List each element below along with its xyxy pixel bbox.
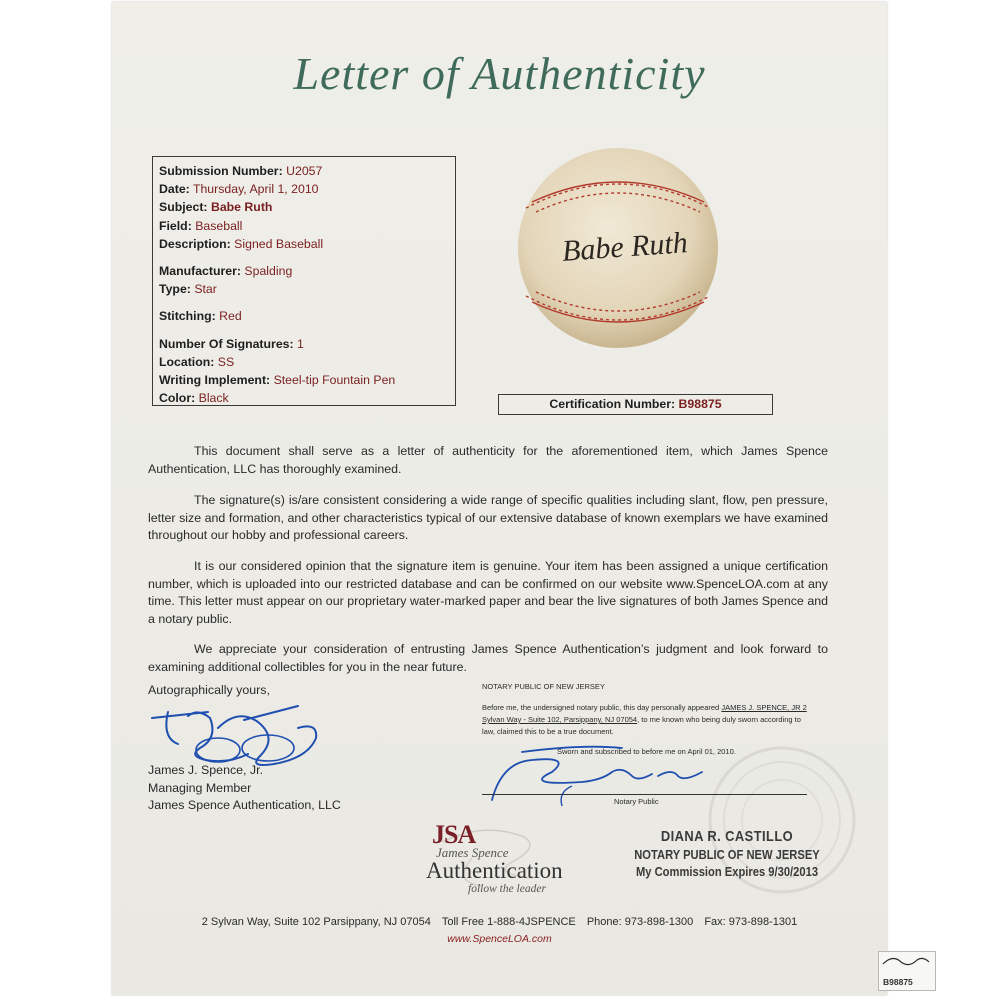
item-details-box [152, 156, 456, 406]
footer-fax: Fax: 973-898-1301 [704, 916, 798, 928]
date-value: Thursday, April 1, 2010 [192, 182, 319, 197]
notary-stamp-title: NOTARY PUBLIC OF NEW JERSEY [634, 847, 820, 862]
spence-signature [148, 698, 328, 770]
logo-james-spence: James Spence [436, 845, 509, 860]
page-title: Letter of Authenticity [293, 48, 706, 99]
type-label: Type: [159, 282, 191, 297]
signer-name: James J. Spence, Jr. [148, 763, 264, 777]
field-row [159, 217, 449, 235]
submission-number-row [159, 162, 449, 180]
closing-line: Autographically yours, [148, 683, 270, 697]
notary-stamp-name: DIANA R. CASTILLO [660, 828, 794, 845]
paragraph-4: We appreciate your consideration of entrusting James Spence Authentication’s judgment and look forward to examining additional collectibles for you in the near future. [148, 642, 828, 674]
signatures-count-label: Number Of Signatures: [159, 336, 294, 351]
description-value: Signed Baseball [234, 236, 324, 251]
logo-jsa-mark: JSA [432, 820, 476, 849]
paragraph-1: This document shall serve as a letter of authenticity for the aforementioned item, which James Spence Authentication, LLC has thoroughly examined. [148, 444, 828, 476]
stitching-label: Stitching: [159, 309, 216, 324]
notary-stamp-expiry: My Commission Expires 9/30/2013 [635, 864, 819, 879]
color-value: Black [198, 391, 229, 406]
certification-number-box [498, 394, 773, 415]
notary-stamp [632, 828, 821, 880]
manufacturer-value: Spalding [244, 264, 293, 279]
sticker-number: B98875 [883, 977, 913, 987]
notary-statement-suffix: , to me known who being duly sworn according to law, claimed this to be a true document. [482, 715, 801, 736]
sticker-signature [879, 952, 933, 972]
notary-signature [462, 742, 732, 812]
location-value: SS [217, 354, 235, 369]
logo-tagline: follow the leader [468, 883, 546, 895]
signer-title: Managing Member [148, 780, 252, 795]
hologram-sticker [878, 951, 936, 991]
description-label: Description: [159, 236, 231, 251]
subject-label: Subject: [159, 200, 208, 215]
signatures-count-row [159, 335, 449, 353]
date-label: Date: [159, 182, 190, 197]
letter-page [112, 2, 913, 995]
type-row [159, 280, 449, 298]
signatures-count-value: 1 [297, 336, 304, 351]
subject-row [159, 198, 449, 216]
paragraph-3: It is our considered opinion that the signature item is genuine. Your item has been assigned a unique certification number, which is uploaded into our restricted database and can be confirmed on our website www.SpenceLOA.com at any time. This letter must appear on our proprietary water-marked paper and bear the live signatures of both James Spence and a notary public. [148, 559, 828, 626]
logo-authentication: Authentication [426, 858, 563, 883]
jsa-logo [422, 820, 592, 895]
color-row [159, 389, 449, 407]
paragraph-2: The signature(s) is/are consistent considering a wide range of specific qualities including slant, flow, pen pressure, letter size and formation, and other characteristics typical of our extensive database of known exemplars we have examined throughout our hobby and professional careers. [148, 493, 828, 543]
stitching-value: Red [219, 309, 242, 324]
ball-signature: Babe Ruth [560, 226, 689, 268]
notary-statement-person: JAMES J. SPENCE, JR 2 Sylvan Way - Suite 102, Parsippany, NJ 07054 [482, 703, 807, 724]
certification-number-label: Certification Number: [549, 397, 676, 411]
notary-public-label: Notary Public [614, 797, 659, 806]
stitching-row [159, 307, 449, 325]
subject-value: Babe Ruth [210, 200, 273, 215]
notary-heading: NOTARY PUBLIC OF NEW JERSEY [482, 682, 605, 691]
location-label: Location: [159, 354, 215, 369]
footer-contact [112, 916, 887, 928]
manufacturer-label: Manufacturer: [159, 264, 241, 279]
type-value: Star [194, 282, 217, 297]
submission-number-value: U2057 [286, 164, 323, 178]
notary-statement-prefix: Before me, the undersigned notary public, this day personally appeared [482, 703, 720, 712]
sworn-line: Sworn and subscribed to before me on April 01, 2010. [557, 747, 736, 756]
signed-baseball-image [512, 142, 724, 354]
description-row [159, 235, 449, 253]
field-value: Baseball [195, 218, 243, 233]
notary-signature-line [482, 794, 807, 795]
color-label: Color: [159, 391, 196, 406]
footer-phone: Phone: 973-898-1300 [586, 916, 694, 928]
signer-block [148, 762, 341, 815]
writing-implement-label: Writing Implement: [159, 373, 271, 388]
certification-number-value: B98875 [678, 397, 722, 411]
field-label: Field: [159, 218, 192, 233]
submission-number-label: Submission Number: [159, 164, 283, 178]
notary-statement [482, 702, 812, 738]
location-row [159, 353, 449, 371]
writing-implement-value: Steel-tip Fountain Pen [273, 373, 396, 388]
signer-company: James Spence Authentication, LLC [148, 798, 341, 813]
footer-website-link[interactable]: www.SpenceLOA.com [447, 933, 552, 945]
manufacturer-row [159, 262, 449, 280]
footer-address: 2 Sylvan Way, Suite 102 Parsippany, NJ 07054 [201, 916, 431, 928]
footer-toll-free: Toll Free 1-888-4JSPENCE [441, 916, 576, 928]
date-row [159, 180, 449, 198]
writing-implement-row [159, 371, 449, 389]
